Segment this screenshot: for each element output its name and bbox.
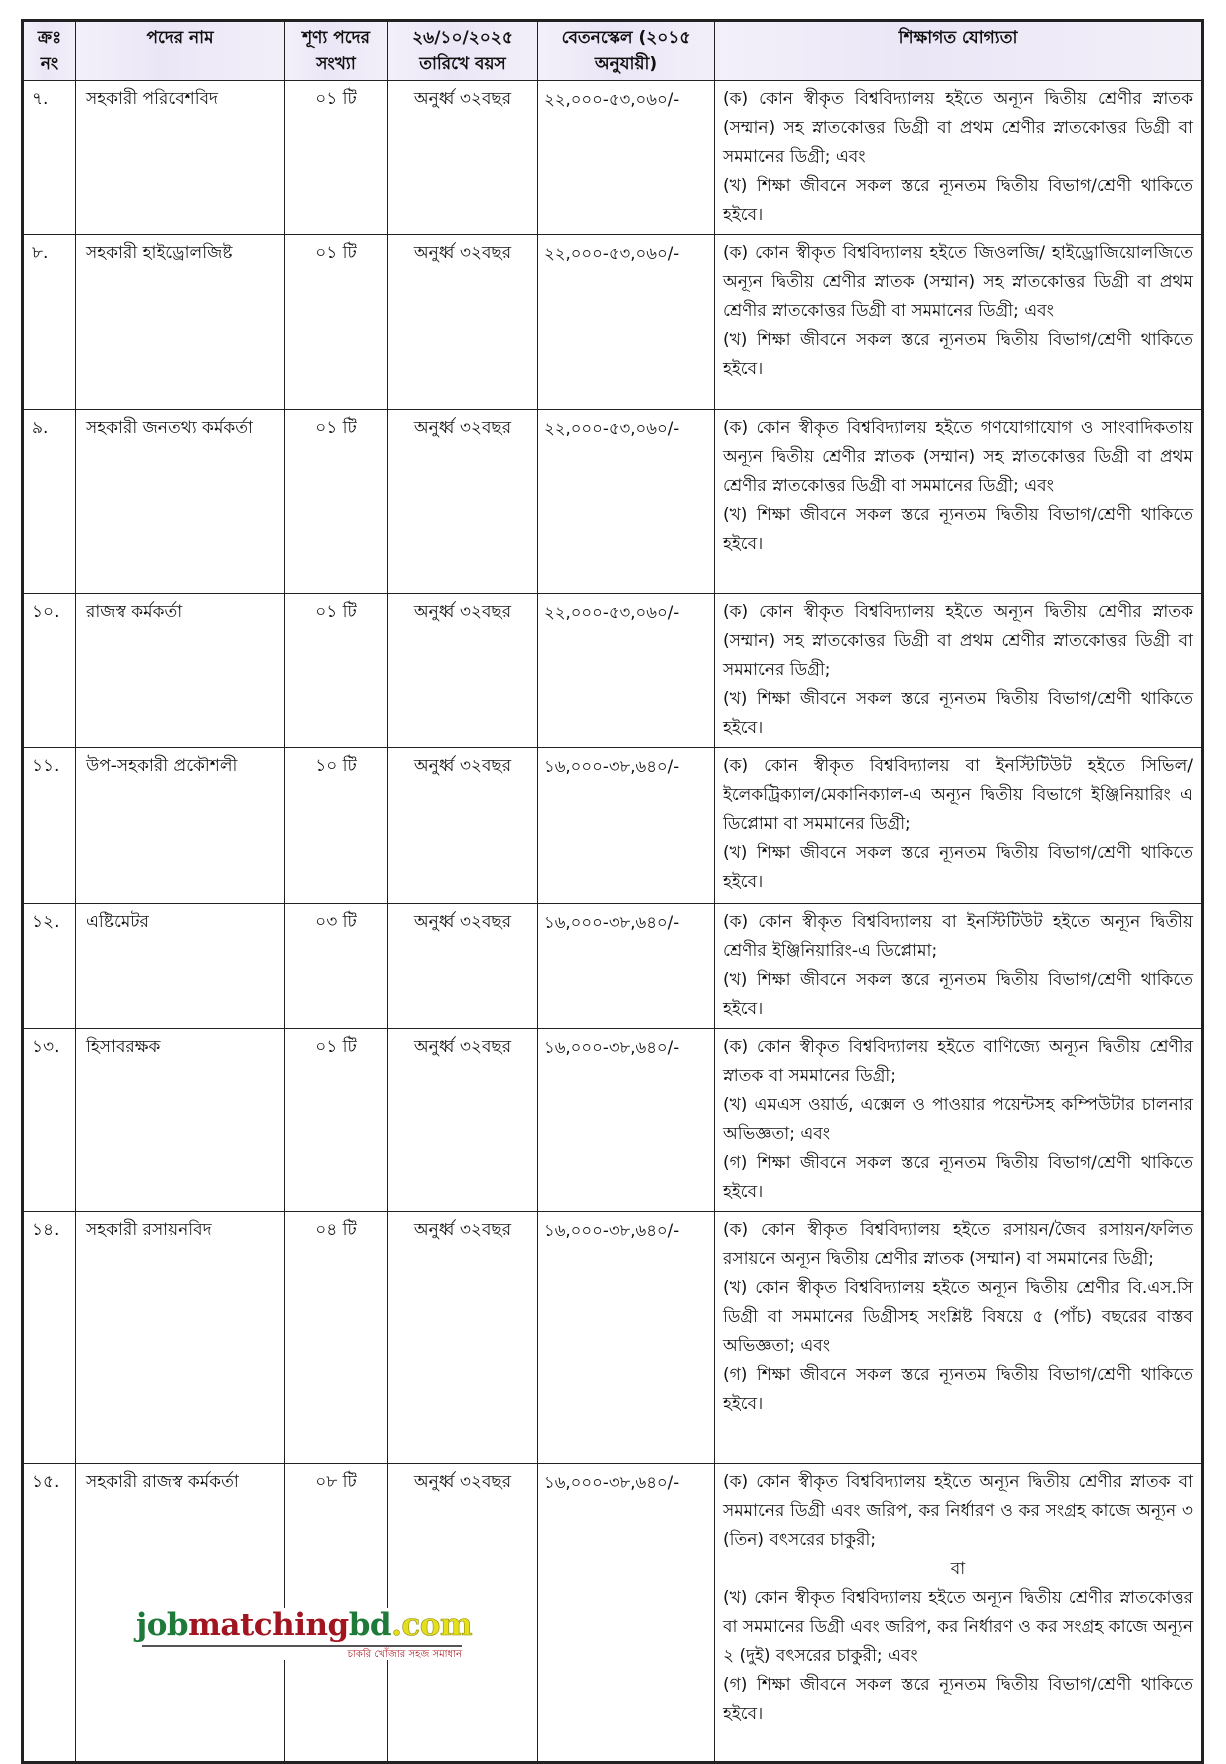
watermark-part-bd: bd [348,1607,392,1643]
qualification-item: (খ) কোন স্বীকৃত বিশ্ববিদ্যালয় হইতে অন্যূন দ্বিতীয় শ্রেণীর বি.এস.সি ডিগ্রী বা সমমানের ডিগ্রীসহ সংশ্লিষ্ট বিষয়ে ৫ (পাঁচ) বছরের বাস্তব অভিজ্ঞতা; এবং [723,1278,1193,1356]
qualification-cell [715,235,1202,410]
serial-cell: ১৩. [24,1029,76,1212]
post-name-cell: সহকারী রসায়নবিদ [76,1212,285,1464]
qualification-item: (খ) শিক্ষা জীবনে সকল স্তরে ন্যূনতম দ্বিতীয় বিভাগ/শ্রেণী থাকিতে হইবে। [723,843,1193,892]
age-cell: অনুর্ধ্ব ৩২বছর [388,904,538,1029]
qualification-item: (ক) কোন স্বীকৃত বিশ্ববিদ্যালয় হইতে রসায়ন/জৈব রসায়ন/ফলিত রসায়নে অন্যূন দ্বিতীয় শ্রেণীর স্নাতক (সম্মান) বা সমমানের ডিগ্রী; [723,1220,1193,1269]
watermark-part-job: job [136,1607,189,1643]
qualification-item: (ক) কোন স্বীকৃত বিশ্ববিদ্যালয় হইতে গণযোগাযোগ ও সাংবাদিকতায় অন্যূন দ্বিতীয় শ্রেণীর স্নাতক (সম্মান) সহ স্নাতকোত্তর ডিগ্রী বা প্রথম শ্রেণীর স্নাতকোত্তর ডিগ্রী বা সমমানের ডিগ্রী; এবং [723,418,1193,496]
table-row [24,1212,1202,1464]
post-name-cell: হিসাবরক্ষক [76,1029,285,1212]
table-row [24,904,1202,1029]
qualification-item: (ক) কোন স্বীকৃত বিশ্ববিদ্যালয় হইতে বাণিজ্যে অন্যূন দ্বিতীয় শ্রেণীর স্নাতক বা সমমানের ডিগ্রী; [723,1037,1193,1086]
age-cell: অনুর্ধ্ব ৩২বছর [388,1464,538,1762]
pay-scale-cell: ১৬,০০০-৩৮,৬৪০/- [538,1212,715,1464]
qualification-cell [715,1029,1202,1212]
qualification-cell [715,81,1202,235]
qualification-item: (ক) কোন স্বীকৃত বিশ্ববিদ্যালয় হইতে অন্যূন দ্বিতীয় শ্রেণীর স্নাতক (সম্মান) সহ স্নাতকোত্তর ডিগ্রী বা প্রথম শ্রেণীর স্নাতকোত্তর ডিগ্রী বা সমমানের ডিগ্রী; এবং [723,89,1193,167]
qualification-item: (খ) শিক্ষা জীবনে সকল স্তরে ন্যূনতম দ্বিতীয় বিভাগ/শ্রেণী থাকিতে হইবে। [723,505,1193,554]
post-name-cell: সহকারী রাজস্ব কর্মকর্তা [76,1464,285,1762]
qualification-item: (গ) শিক্ষা জীবনে সকল স্তরে ন্যূনতম দ্বিতীয় বিভাগ/শ্রেণী থাকিতে হইবে। [723,1675,1193,1724]
qualification-cell [715,1212,1202,1464]
qualification-item: (ক) কোন স্বীকৃত বিশ্ববিদ্যালয় হইতে অন্যূন দ্বিতীয় শ্রেণীর স্নাতক বা সমমানের ডিগ্রী এবং জরিপ, কর নির্ধারণ ও কর সংগ্রহ কাজে অন্যূন ৩ (তিন) বৎসরের চাকুরী; [723,1472,1193,1550]
qualification-item: (খ) কোন স্বীকৃত বিশ্ববিদ্যালয় হইতে অন্যূন দ্বিতীয় শ্রেণীর স্নাতকোত্তর বা সমমানের ডিগ্রী এবং জরিপ, কর নির্ধারণ ও কর সংগ্রহ কাজে অন্যূন ২ (দুই) বৎসরের চাকুরী; এবং [723,1588,1193,1666]
pay-scale-cell: ১৬,০০০-৩৮,৬৪০/- [538,904,715,1029]
qualification-item: (ক) কোন স্বীকৃত বিশ্ববিদ্যালয় বা ইনস্টিটিউট হইতে সিভিল/ইলেকট্রিক্যাল/মেকানিক্যাল-এ অন্যূন দ্বিতীয় বিভাগে ইঞ্জিনিয়ারিং এ ডিপ্লোমা বা সমমানের ডিগ্রী; [723,756,1193,834]
age-cell: অনুর্ধ্ব ৩২বছর [388,748,538,904]
vacancy-cell: ০৪ টি [285,1212,388,1464]
serial-cell: ৮. [24,235,76,410]
vacancy-cell: ০১ টি [285,235,388,410]
qualification-item: (গ) শিক্ষা জীবনে সকল স্তরে ন্যূনতম দ্বিতীয় বিভাগ/শ্রেণী থাকিতে হইবে। [723,1153,1193,1202]
pay-scale-cell: ১৬,০০০-৩৮,৬৪০/- [538,1464,715,1762]
serial-cell: ১০. [24,594,76,748]
serial-cell: ১৫. [24,1464,76,1762]
qualification-item: (ক) কোন স্বীকৃত বিশ্ববিদ্যালয় হইতে অন্যূন দ্বিতীয় শ্রেণীর স্নাতক (সম্মান) সহ স্নাতকোত্তর ডিগ্রী বা প্রথম শ্রেণীর স্নাতকোত্তর ডিগ্রী বা সমমানের ডিগ্রী; [723,602,1193,680]
qualification-cell [715,594,1202,748]
watermark-wordmark [136,1607,473,1643]
age-cell: অনুর্ধ্ব ৩২বছর [388,81,538,235]
post-name-cell: উপ-সহকারী প্রকৌশলী [76,748,285,904]
table-header-row [24,22,1202,81]
jobmatchingbd-watermark-logo [136,1607,473,1660]
qualification-cell [715,410,1202,594]
watermark-part-matching: matching [188,1607,349,1643]
serial-cell: ৭. [24,81,76,235]
qualification-cell [715,748,1202,904]
qualification-item: (ক) কোন স্বীকৃত বিশ্ববিদ্যালয় হইতে জিওলজি/ হাইড্রোজিয়োলজিতে অন্যূন দ্বিতীয় শ্রেণীর স্নাতক (সম্মান) সহ স্নাতকোত্তর ডিগ্রী বা প্রথম শ্রেণীর স্নাতকোত্তর ডিগ্রী বা সমমানের ডিগ্রী; এবং [723,243,1193,321]
vacancy-cell: ১০ টি [285,748,388,904]
header-vacancy: শূণ্য পদের সংখ্যা [285,22,388,81]
table-row [24,748,1202,904]
qualification-item: (খ) শিক্ষা জীবনে সকল স্তরে ন্যূনতম দ্বিতীয় বিভাগ/শ্রেণী থাকিতে হইবে। [723,330,1193,379]
vacancy-table [23,21,1202,1762]
pay-scale-cell: ২২,০০০-৫৩,০৬০/- [538,594,715,748]
qualification-or-separator: বা [950,1559,966,1579]
serial-cell: ৯. [24,410,76,594]
qualification-item: (খ) শিক্ষা জীবনে সকল স্তরে ন্যূনতম দ্বিতীয় বিভাগ/শ্রেণী থাকিতে হইবে। [723,176,1193,225]
vacancy-cell: ০১ টি [285,594,388,748]
qualification-item: (ক) কোন স্বীকৃত বিশ্ববিদ্যালয় বা ইনস্টিটিউট হইতে অন্যূন দ্বিতীয় শ্রেণীর ইঞ্জিনিয়ারিং-এ ডিপ্লোমা; [723,912,1193,961]
age-cell: অনুর্ধ্ব ৩২বছর [388,235,538,410]
vacancy-cell: ০১ টি [285,1029,388,1212]
vacancy-cell: ০১ টি [285,410,388,594]
qualification-cell [715,1464,1202,1762]
qualification-item: (খ) শিক্ষা জীবনে সকল স্তরে ন্যূনতম দ্বিতীয় বিভাগ/শ্রেণী থাকিতে হইবে। [723,689,1193,738]
post-name-cell: সহকারী জনতথ্য কর্মকর্তা [76,410,285,594]
vacancy-cell: ০৩ টি [285,904,388,1029]
job-circular-table-page [21,19,1204,1764]
table-row [24,594,1202,748]
serial-cell: ১২. [24,904,76,1029]
header-qualification: শিক্ষাগত যোগ্যতা [715,22,1202,81]
header-pay-scale: বেতনস্কেল (২০১৫ অনুযায়ী) [538,22,715,81]
pay-scale-cell: ১৬,০০০-৩৮,৬৪০/- [538,748,715,904]
qualification-item: (খ) এমএস ওয়ার্ড, এক্সেল ও পাওয়ার পয়েন্টসহ কম্পিউটার চালনার অভিজ্ঞতা; এবং [723,1095,1193,1144]
pay-scale-cell: ২২,০০০-৫৩,০৬০/- [538,81,715,235]
watermark-tagline: চাকরি খোঁজার সহজ সমাধান [347,1649,462,1660]
serial-cell: ১৪. [24,1212,76,1464]
table-row [24,1029,1202,1212]
qualification-item: (খ) শিক্ষা জীবনে সকল স্তরে ন্যূনতম দ্বিতীয় বিভাগ/শ্রেণী থাকিতে হইবে। [723,970,1193,1019]
age-cell: অনুর্ধ্ব ৩২বছর [388,594,538,748]
post-name-cell: এষ্টিমেটর [76,904,285,1029]
header-age: ২৬/১০/২০২৫ তারিখে বয়স [388,22,538,81]
vacancy-cell: ০৮ টি [285,1464,388,1762]
age-cell: অনুর্ধ্ব ৩২বছর [388,410,538,594]
post-name-cell: সহকারী হাইড্রোলজিষ্ট [76,235,285,410]
header-post-name: পদের নাম [76,22,285,81]
vacancy-cell: ০১ টি [285,81,388,235]
table-row [24,235,1202,410]
watermark-part-com: .com [391,1607,473,1643]
table-row [24,410,1202,594]
serial-cell: ১১. [24,748,76,904]
post-name-cell: রাজস্ব কর্মকর্তা [76,594,285,748]
pay-scale-cell: ২২,০০০-৫৩,০৬০/- [538,235,715,410]
qualification-item: (গ) শিক্ষা জীবনে সকল স্তরে ন্যূনতম দ্বিতীয় বিভাগ/শ্রেণী থাকিতে হইবে। [723,1365,1193,1414]
qualification-cell [715,904,1202,1029]
table-row [24,81,1202,235]
pay-scale-cell: ২২,০০০-৫৩,০৬০/- [538,410,715,594]
post-name-cell: সহকারী পরিবেশবিদ [76,81,285,235]
age-cell: অনুর্ধ্ব ৩২বছর [388,1212,538,1464]
pay-scale-cell: ১৬,০০০-৩৮,৬৪০/- [538,1029,715,1212]
age-cell: অনুর্ধ্ব ৩২বছর [388,1029,538,1212]
header-serial: ক্রঃ নং [24,22,76,81]
